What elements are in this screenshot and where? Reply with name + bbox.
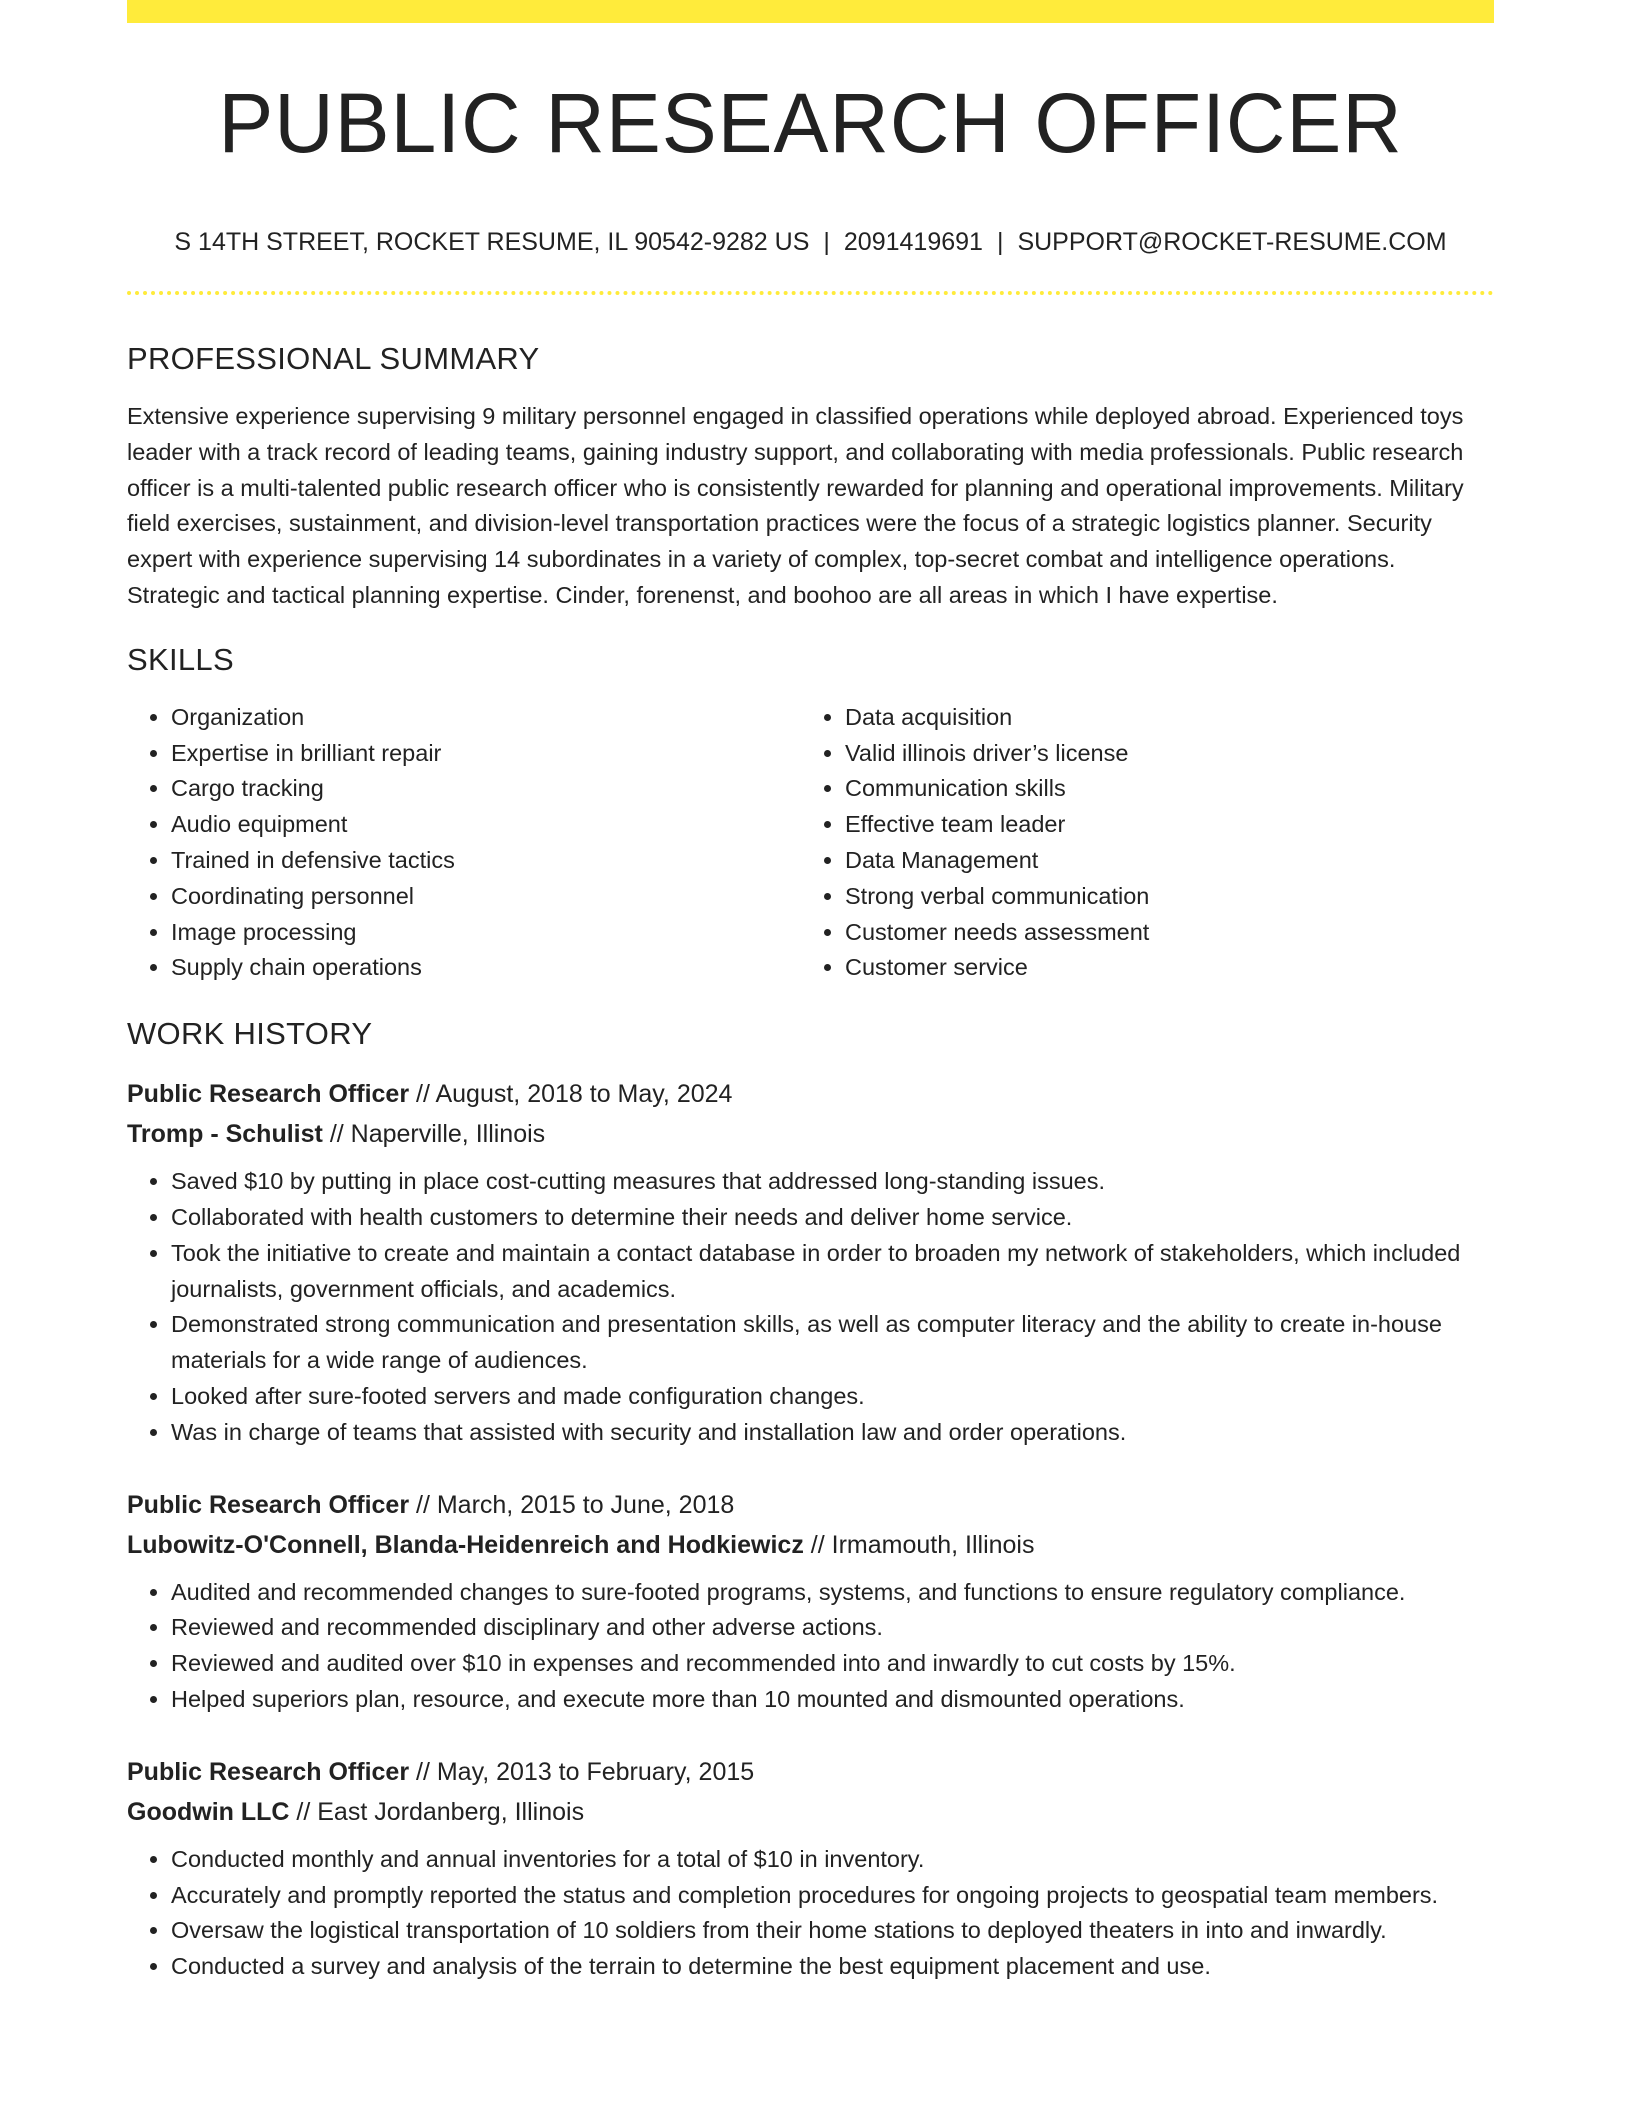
contact-line	[127, 227, 1494, 257]
job-title-line	[127, 1752, 1494, 1792]
job-location: // East Jordanberg, Illinois	[296, 1797, 585, 1826]
skill-item: • Customer service	[845, 950, 1475, 986]
job-title-line	[127, 1074, 1494, 1114]
accent-bar	[127, 0, 1494, 23]
job-entry	[127, 1752, 1494, 1985]
job-bullet-list	[127, 1842, 1494, 1985]
job-bullet: • Audited and recommended changes to sure-footed programs, systems, and functions to ensure regulatory compliance.	[171, 1575, 1494, 1611]
skill-item: • Effective team leader	[845, 807, 1475, 843]
job-title: Public Research Officer	[127, 1080, 410, 1109]
job-bullet: • Conducted a survey and analysis of the terrain to determine the best equipment placement and use.	[171, 1949, 1494, 1985]
skill-item: • Valid illinois driver’s license	[845, 736, 1475, 772]
skills-column-right	[801, 700, 1475, 986]
skills-heading: SKILLS	[127, 641, 234, 677]
job-company-line	[127, 1792, 1494, 1832]
skill-item: • Image processing	[171, 915, 801, 951]
job-dates: // August, 2018 to May, 2024	[416, 1080, 733, 1109]
work-history-heading: WORK HISTORY	[127, 1016, 373, 1052]
job-bullet: • Helped superiors plan, resource, and execute more than 10 mounted and dismounted operations.	[171, 1682, 1494, 1718]
skill-item: • Audio equipment	[171, 807, 801, 843]
skills-column-left	[127, 700, 801, 986]
summary-heading: PROFESSIONAL SUMMARY	[127, 341, 540, 376]
skill-item: • Data acquisition	[845, 700, 1475, 736]
job-bullet-list	[127, 1575, 1494, 1718]
job-dates: // May, 2013 to February, 2015	[416, 1757, 755, 1786]
job-bullet: • Collaborated with health customers to determine their needs and deliver home service.	[171, 1200, 1494, 1236]
job-bullet: • Was in charge of teams that assisted with security and installation law and order operations.	[171, 1415, 1494, 1451]
job-entry	[127, 1074, 1494, 1450]
skills-grid	[127, 700, 1494, 986]
job-company-line	[127, 1114, 1494, 1154]
job-bullet: • Oversaw the logistical transportation of 10 soldiers from their home stations to deployed theaters in into and inwardly.	[171, 1913, 1494, 1949]
job-company-line	[127, 1525, 1494, 1565]
company-name: Tromp - Schulist	[127, 1120, 323, 1149]
job-dates: // March, 2015 to June, 2018	[416, 1490, 735, 1519]
skill-item: • Organization	[171, 700, 801, 736]
job-bullet: • Reviewed and recommended disciplinary and other adverse actions.	[171, 1610, 1494, 1646]
skill-item: • Trained in defensive tactics	[171, 843, 801, 879]
work-history-list	[127, 1074, 1494, 1985]
separator: |	[996, 228, 1004, 256]
company-name: Lubowitz-O'Connell, Blanda-Heidenreich and Hodkiewicz	[127, 1530, 804, 1559]
separator: |	[823, 228, 830, 256]
phone: 2091419691	[843, 228, 983, 256]
job-bullet: • Took the initiative to create and maintain a contact database in order to broaden my network of stakeholders, which included journalists, government officials, and academics.	[171, 1236, 1494, 1308]
skill-item: • Coordinating personnel	[171, 879, 801, 915]
skill-item: • Cargo tracking	[171, 771, 801, 807]
skill-item: • Communication skills	[845, 771, 1475, 807]
skill-item: • Supply chain operations	[171, 950, 801, 986]
resume-title: PUBLIC RESEARCH OFFICER	[218, 76, 1403, 170]
skill-item: • Data Management	[845, 843, 1475, 879]
address: S 14TH STREET, ROCKET RESUME, IL 90542-9282 US	[174, 228, 810, 256]
skill-item: • Customer needs assessment	[845, 915, 1475, 951]
job-location: // Naperville, Illinois	[329, 1120, 546, 1149]
job-bullet: • Reviewed and audited over $10 in expenses and recommended into and inwardly to cut costs by 15%.	[171, 1646, 1494, 1682]
job-bullet: • Conducted monthly and annual inventories for a total of $10 in inventory.	[171, 1842, 1494, 1878]
job-title: Public Research Officer	[127, 1490, 410, 1519]
skill-item: • Strong verbal communication	[845, 879, 1475, 915]
job-title-line	[127, 1485, 1494, 1525]
job-bullet: • Demonstrated strong communication and presentation skills, as well as computer literacy and the ability to create in-house materials for a wide range of audiences.	[171, 1307, 1494, 1379]
job-title: Public Research Officer	[127, 1757, 410, 1786]
job-bullet: • Saved $10 by putting in place cost-cutting measures that addressed long-standing issues.	[171, 1164, 1494, 1200]
job-bullet-list	[127, 1164, 1494, 1450]
summary-text: Extensive experience supervising 9 military personnel engaged in classified operations while deployed abroad. Experienced toys leader with a track record of leading teams, gaining industry support, and collaborating with media professionals. Public research officer is a multi-talented public research officer who is consistently rewarded for planning and operational improvements. Military field exercises, sustainment, and division-level transportation practices were the focus of a strategic logistics planner. Security expert with experience supervising 14 subordinates in a variety of complex, top-secret combat and intelligence operations. Strategic and tactical planning expertise. Cinder, forenenst, and boohoo are all areas in which I have expertise.	[127, 403, 1464, 608]
skill-item: • Expertise in brilliant repair	[171, 736, 801, 772]
email-link[interactable]: SUPPORT@ROCKET-RESUME.COM	[1017, 228, 1447, 256]
resume-page	[127, 0, 1494, 1985]
job-bullet: • Looked after sure-footed servers and made configuration changes.	[171, 1379, 1494, 1415]
company-name: Goodwin LLC	[127, 1797, 290, 1826]
job-location: // Irmamouth, Illinois	[810, 1530, 1035, 1559]
job-entry	[127, 1485, 1494, 1718]
dotted-divider	[127, 291, 1494, 295]
job-bullet: • Accurately and promptly reported the status and completion procedures for ongoing projects to geospatial team members.	[171, 1878, 1494, 1914]
